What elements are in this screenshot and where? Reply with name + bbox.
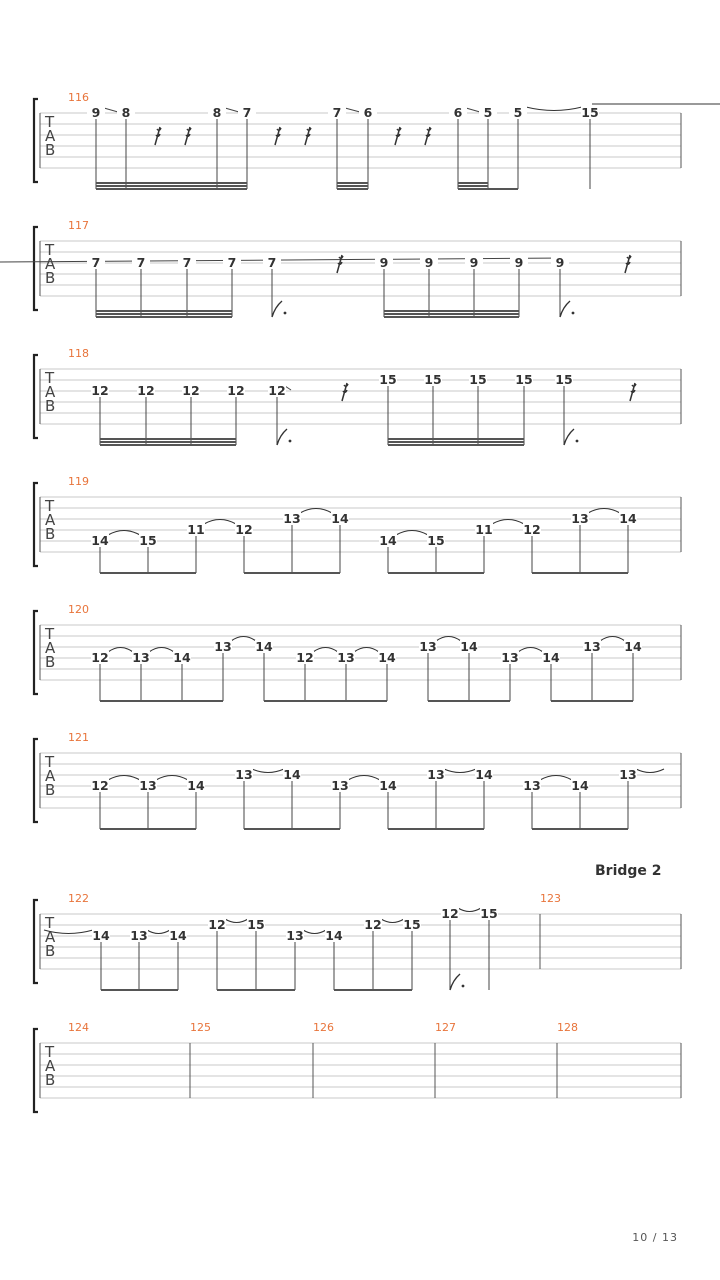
slide-line <box>225 108 239 112</box>
fret-number: 7 <box>242 105 252 120</box>
measure-number: 125 <box>190 1021 211 1034</box>
fret-number: 15 <box>515 372 533 387</box>
fret-number: 13 <box>619 767 637 782</box>
fret-number: 14 <box>475 767 493 782</box>
tab-system <box>34 347 681 445</box>
measure-number: 121 <box>68 731 89 744</box>
fret-number: 14 <box>378 650 396 665</box>
fret-number: 13 <box>130 928 148 943</box>
slide-line <box>345 108 360 112</box>
system-bracket <box>34 355 38 438</box>
tie-arc <box>156 776 188 781</box>
system-bracket <box>34 99 38 182</box>
tie-arc <box>252 769 284 773</box>
fret-number: 9 <box>514 255 524 270</box>
tab-system <box>34 731 681 829</box>
fret-number: 14 <box>91 533 109 548</box>
fret-number: 6 <box>453 105 463 120</box>
tab-clef-letter: T <box>45 753 55 771</box>
tie-arc <box>600 637 625 642</box>
fret-number: 13 <box>523 778 541 793</box>
fret-number: 12 <box>296 650 314 665</box>
tie-arc <box>526 107 582 111</box>
tie-arc <box>444 769 476 773</box>
tie-arc <box>108 531 140 536</box>
fret-number: 15 <box>247 917 265 932</box>
tab-system <box>34 1021 681 1112</box>
measure-number: 120 <box>68 603 89 616</box>
fret-number: 15 <box>403 917 421 932</box>
fret-number: 12 <box>364 917 382 932</box>
tie-arc <box>149 648 174 653</box>
tie-arc <box>636 769 664 773</box>
tie-arc <box>108 648 133 653</box>
fret-number: 9 <box>379 255 389 270</box>
fret-number: 15 <box>480 906 498 921</box>
fret-number: 12 <box>91 650 109 665</box>
fret-number: 13 <box>419 639 437 654</box>
fret-number: 15 <box>555 372 573 387</box>
fret-number: 14 <box>255 639 273 654</box>
tie-arc <box>204 520 236 525</box>
tab-clef-letter: A <box>45 255 56 273</box>
fret-number: 14 <box>571 778 589 793</box>
tab-system <box>34 603 681 701</box>
fret-number: 5 <box>513 105 523 120</box>
fret-number: 12 <box>91 778 109 793</box>
tie-arc <box>588 509 620 514</box>
rest-symbol <box>395 127 401 145</box>
section-label: Bridge 2 <box>595 863 662 879</box>
system-bracket <box>34 611 38 694</box>
rest-symbol <box>185 127 191 145</box>
fret-number: 12 <box>268 383 286 398</box>
slide-line <box>466 108 480 112</box>
tie-arc <box>108 776 140 781</box>
fret-number: 12 <box>137 383 155 398</box>
fret-number: 8 <box>121 105 131 120</box>
tab-system <box>0 219 681 317</box>
tie-arc <box>381 919 404 923</box>
tab-clef-letter: B <box>45 397 56 415</box>
rest-symbol <box>155 127 161 145</box>
system-bracket <box>34 739 38 822</box>
system-bracket <box>34 900 38 983</box>
dot <box>289 440 292 443</box>
tie-arc <box>225 919 248 923</box>
fret-number: 13 <box>583 639 601 654</box>
measure-number: 127 <box>435 1021 456 1034</box>
fret-number: 13 <box>139 778 157 793</box>
fret-number: 14 <box>379 533 397 548</box>
fret-number: 12 <box>523 522 541 537</box>
page-number: 10 / 13 <box>632 1231 678 1244</box>
tab-clef-letter: T <box>45 241 55 259</box>
system-bracket <box>34 227 38 310</box>
fret-number: 14 <box>325 928 343 943</box>
fret-number: 5 <box>483 105 493 120</box>
fret-number: 7 <box>227 255 237 270</box>
fret-number: 13 <box>427 767 445 782</box>
fret-number: 15 <box>424 372 442 387</box>
fret-number: 12 <box>182 383 200 398</box>
tab-clef-letter: A <box>45 928 56 946</box>
rest-symbol <box>337 255 343 273</box>
tie-arc <box>313 648 338 653</box>
tab-system <box>34 91 681 189</box>
fret-number: 9 <box>469 255 479 270</box>
note-flag <box>560 301 570 317</box>
rest-symbol <box>625 255 631 273</box>
measure-number: 119 <box>68 475 89 488</box>
tie-arc <box>540 776 572 781</box>
tab-clef-letter: T <box>45 369 55 387</box>
fret-number: 12 <box>441 906 459 921</box>
fret-number: 7 <box>182 255 192 270</box>
fret-number: 7 <box>267 255 277 270</box>
system-bracket <box>34 483 38 566</box>
fret-number: 9 <box>424 255 434 270</box>
fret-number: 13 <box>235 767 253 782</box>
fret-number: 11 <box>187 522 205 537</box>
rest-symbol <box>425 127 431 145</box>
fret-number: 7 <box>136 255 146 270</box>
fret-number: 6 <box>363 105 373 120</box>
fret-number: 14 <box>283 767 301 782</box>
fret-number: 13 <box>331 778 349 793</box>
tab-clef-letter: A <box>45 511 56 529</box>
tab-system <box>34 892 681 990</box>
measure-number: 128 <box>557 1021 578 1034</box>
fret-number: 9 <box>91 105 101 120</box>
tab-clef-letter: A <box>45 767 56 785</box>
tie-arc <box>458 908 481 912</box>
slide-line <box>104 108 118 112</box>
dot <box>576 440 579 443</box>
dot <box>462 985 465 988</box>
fret-number: 15 <box>379 372 397 387</box>
tab-clef-letter: T <box>45 113 55 131</box>
tab-clef-letter: T <box>45 625 55 643</box>
tab-clef-letter: A <box>45 383 56 401</box>
fret-number: 14 <box>379 778 397 793</box>
note-flag <box>272 301 282 317</box>
rest-symbol <box>342 383 348 401</box>
tie-arc <box>303 930 326 934</box>
tie-arc <box>396 531 428 536</box>
fret-number: 12 <box>208 917 226 932</box>
fret-number: 15 <box>139 533 157 548</box>
tie-arc <box>518 648 543 653</box>
tie-arc <box>348 776 380 781</box>
fret-number: 15 <box>427 533 445 548</box>
fret-number: 14 <box>173 650 191 665</box>
tab-clef-letter: T <box>45 914 55 932</box>
note-flag <box>277 429 287 445</box>
fret-number: 15 <box>581 105 599 120</box>
note-flag <box>450 974 460 990</box>
fret-number: 14 <box>624 639 642 654</box>
fret-number: 12 <box>91 383 109 398</box>
fret-number: 13 <box>132 650 150 665</box>
tab-clef-letter: A <box>45 127 56 145</box>
fret-number: 7 <box>332 105 342 120</box>
fret-number: 14 <box>460 639 478 654</box>
system-bracket <box>34 1029 38 1112</box>
fret-number: 12 <box>235 522 253 537</box>
tab-clef-letter: B <box>45 1071 56 1089</box>
fret-number: 14 <box>169 928 187 943</box>
tab-clef-letter: B <box>45 653 56 671</box>
fret-number: 8 <box>212 105 222 120</box>
tie-arc <box>492 520 524 525</box>
tab-clef-letter: B <box>45 781 56 799</box>
fret-number: 14 <box>92 928 110 943</box>
tie-arc <box>354 648 379 653</box>
measure-number: 124 <box>68 1021 89 1034</box>
dot <box>284 312 287 315</box>
rest-symbol <box>275 127 281 145</box>
fret-number: 13 <box>337 650 355 665</box>
tab-clef-letter: B <box>45 269 56 287</box>
tab-clef-letter: B <box>45 141 56 159</box>
fret-number: 11 <box>475 522 493 537</box>
measure-number: 117 <box>68 219 89 232</box>
fret-number: 7 <box>91 255 101 270</box>
measure-number: 123 <box>540 892 561 905</box>
fret-number: 9 <box>555 255 565 270</box>
rest-symbol <box>630 383 636 401</box>
fret-number: 14 <box>619 511 637 526</box>
tie-arc <box>231 637 256 642</box>
tab-clef-letter: A <box>45 1057 56 1075</box>
fret-number: 13 <box>571 511 589 526</box>
tab-clef-letter: B <box>45 942 56 960</box>
tab-clef-letter: T <box>45 1043 55 1061</box>
tab-clef-letter: T <box>45 497 55 515</box>
fret-number: 14 <box>331 511 349 526</box>
fret-number: 13 <box>501 650 519 665</box>
tie-arc <box>147 930 170 934</box>
note-flag <box>564 429 574 445</box>
tab-system <box>34 475 681 573</box>
tie-arc <box>436 637 461 642</box>
measure-number: 122 <box>68 892 89 905</box>
rest-symbol <box>305 127 311 145</box>
dot <box>572 312 575 315</box>
tie-arc <box>300 509 332 514</box>
fret-number: 15 <box>469 372 487 387</box>
measure-number: 126 <box>313 1021 334 1034</box>
measure-number: 116 <box>68 91 89 104</box>
fret-number: 14 <box>542 650 560 665</box>
fret-number: 13 <box>214 639 232 654</box>
fret-number: 12 <box>227 383 245 398</box>
tab-clef-letter: A <box>45 639 56 657</box>
measure-number: 118 <box>68 347 89 360</box>
fret-number: 13 <box>283 511 301 526</box>
fret-number: 14 <box>187 778 205 793</box>
fret-number: 13 <box>286 928 304 943</box>
tab-clef-letter: B <box>45 525 56 543</box>
